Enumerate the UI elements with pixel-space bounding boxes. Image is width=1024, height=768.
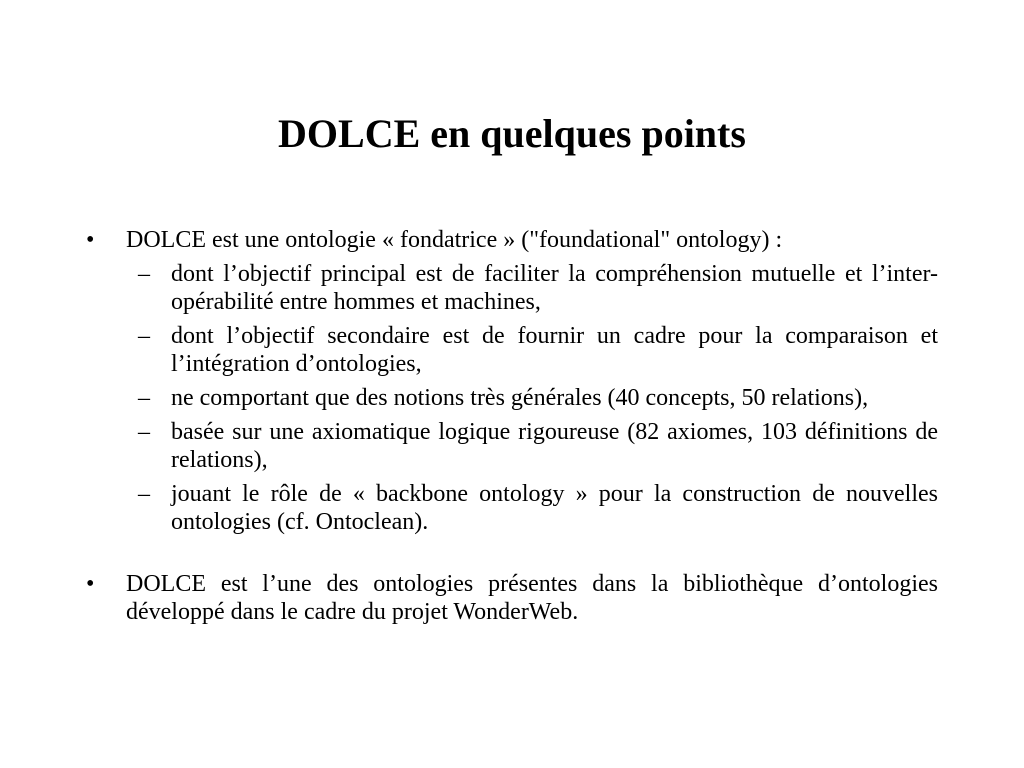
bullet-list <box>86 226 938 626</box>
sub-bullet-item <box>126 260 938 316</box>
bullet-text: DOLCE est une ontologie « fondatrice » ("foundational" ontology) : <box>126 227 783 253</box>
sub-bullet-text: dont l’objectif secondaire est de fournir un cadre pour la comparaison et l’intégration d’ontologies, <box>171 323 938 377</box>
bullet-icon: • <box>86 227 95 253</box>
dash-icon: – <box>138 419 150 445</box>
sub-bullet-item <box>126 322 938 378</box>
bullet-icon: • <box>86 571 95 597</box>
dash-icon: – <box>138 323 150 349</box>
sub-bullet-text: dont l’objectif principal est de faciliter la compréhension mutuelle et l’inter-opérabilité entre hommes et machines, <box>171 261 938 315</box>
slide-title: DOLCE en quelques points <box>278 111 746 156</box>
dash-icon: – <box>138 481 150 507</box>
sub-bullet-item <box>126 480 938 536</box>
sub-bullet-text: basée sur une axiomatique logique rigoureuse (82 axiomes, 103 définitions de relations), <box>171 419 938 473</box>
sub-bullet-item <box>126 418 938 474</box>
dash-icon: – <box>138 385 150 411</box>
bullet-text: DOLCE est l’une des ontologies présentes dans la bibliothèque d’ontologies développé dans le cadre du projet WonderWeb. <box>126 571 938 625</box>
sub-bullet-item <box>126 384 938 412</box>
bullet-item <box>86 226 938 536</box>
bullet-item <box>86 570 938 626</box>
dash-icon: – <box>138 261 150 287</box>
sub-bullet-list <box>126 260 938 536</box>
sub-bullet-text: jouant le rôle de « backbone ontology » pour la construction de nouvelles ontologies (cf. Ontoclean). <box>171 481 938 535</box>
sub-bullet-text: ne comportant que des notions très générales (40 concepts, 50 relations), <box>171 385 869 411</box>
